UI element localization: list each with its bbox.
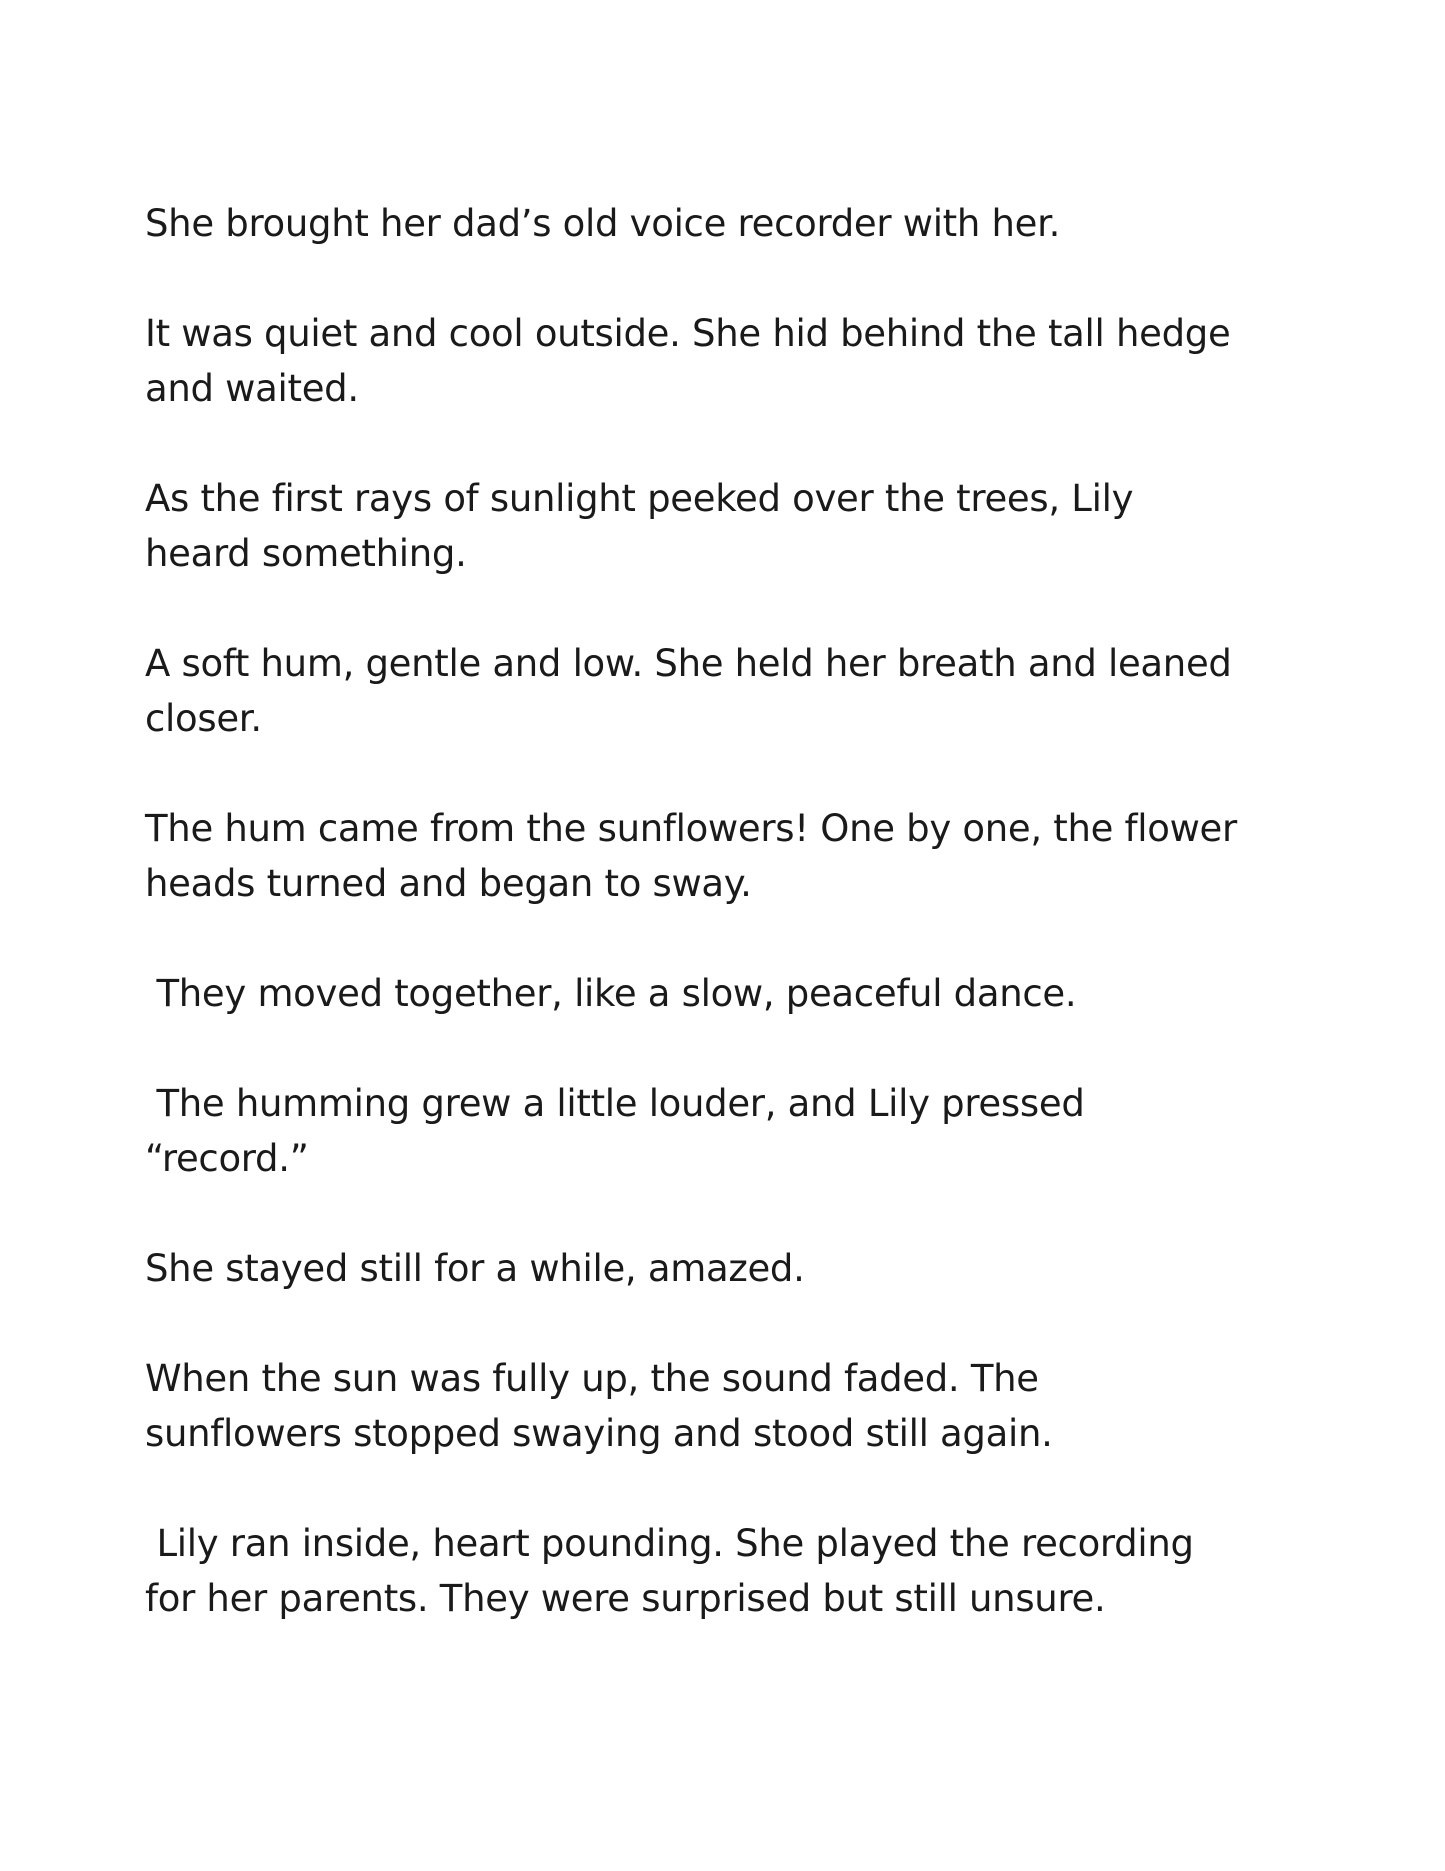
paragraph-5: The hum came from the sunflowers! One by one, the flower heads turned and began to sway. xyxy=(145,807,1237,905)
paragraph-4: A soft hum, gentle and low. She held her breath and leaned closer. xyxy=(145,642,1232,740)
paragraph-10: Lily ran inside, heart pounding. She played the recording for her parents. They were surprised but still unsure. xyxy=(145,1522,1194,1620)
paragraph-9: When the sun was fully up, the sound faded. The sunflowers stopped swaying and stood still again. xyxy=(145,1357,1053,1455)
paragraph-3: As the first rays of sunlight peeked over the trees, Lily heard something. xyxy=(145,477,1134,575)
paragraph-6: They moved together, like a slow, peaceful dance. xyxy=(145,972,1077,1015)
story-text xyxy=(145,196,1325,1681)
paragraph-8: She stayed still for a while, amazed. xyxy=(145,1247,805,1290)
paragraph-2: It was quiet and cool outside. She hid behind the tall hedge and waited. xyxy=(145,312,1231,410)
paragraph-7: The humming grew a little louder, and Lily pressed “record.” xyxy=(145,1082,1085,1180)
paragraph-1: She brought her dad’s old voice recorder with her. xyxy=(145,202,1061,245)
